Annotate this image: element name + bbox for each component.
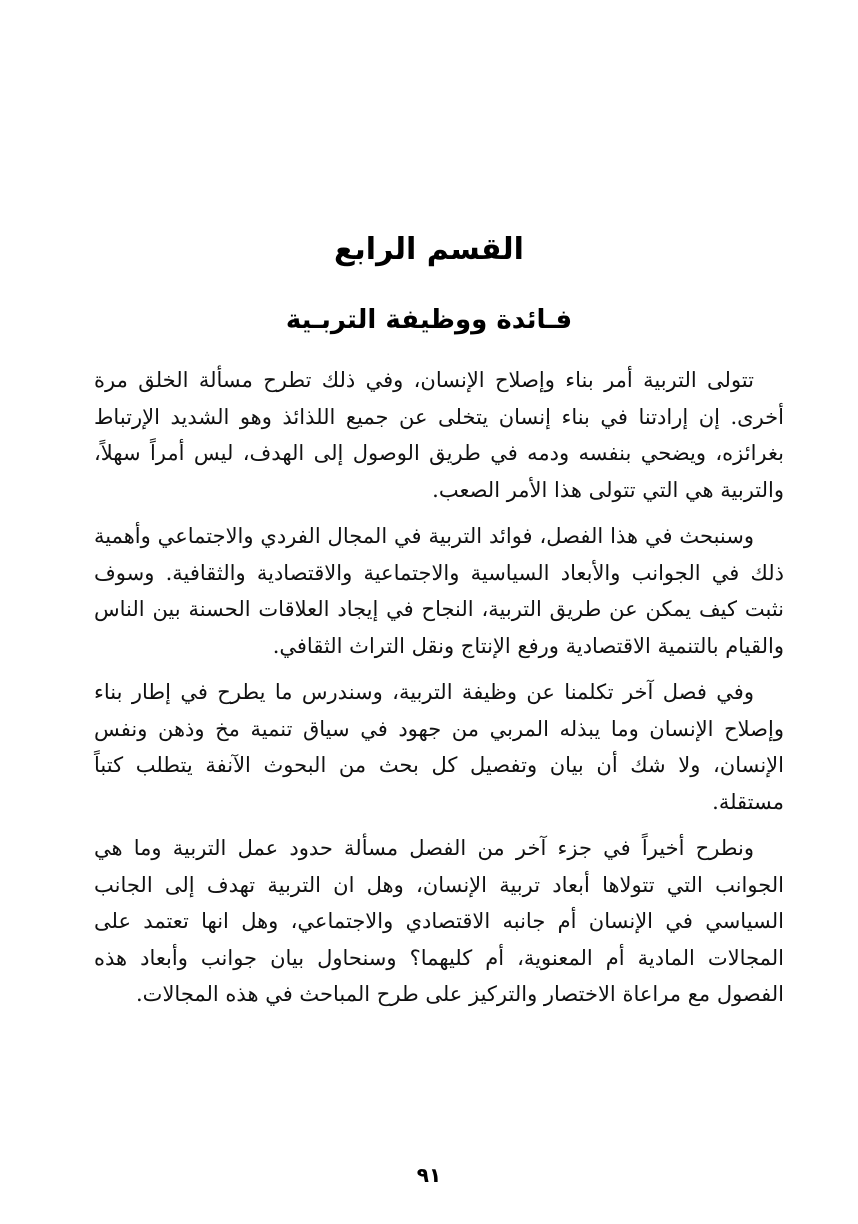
page-number: ٩١ [416, 1163, 442, 1187]
paragraph-4: ونطرح أخيراً في جزء آخر من الفصل مسألة حدود عمل التربية وما هي الجوانب التي تتولاها أبعاد تربية الإنسان، وهل ان التربية تهدف إلى الجانب السياسي في الإنسان أم جانبه الاقتصادي والاجتماعي، وهل انها تعتمد على المجالات المادية أم المعنوية، أم كليهما؟ وسنحاول بيان جوانب وأبعاد هذه الفصول مع مراعاة الاختصار والتركيز على طرح المباحث في هذه المجالات. [94, 836, 784, 1006]
section-title: القسم الرابع [334, 232, 524, 267]
chapter-title: فـائدة ووظيفة التربـية [285, 305, 573, 335]
paragraph-3: وفي فصل آخر تكلمنا عن وظيفة التربية، وسندرس ما يطرح في إطار بناء وإصلاح الإنسان وما يبذله المربي من جهود في سياق تنمية مخ وذهن ونفس الإنسان، ولا شك أن بيان وتفصيل كل بحث من البحوث الآنفة يتطلب كتباً مستقلة. [94, 680, 784, 814]
paragraph-1: تتولى التربية أمر بناء وإصلاح الإنسان، وفي ذلك تطرح مسألة الخلق مرة أخرى. إن إرادتنا في بناء إنسان يتخلى عن جميع اللذائذ وهو الشديد الإرتباط بغرائزه، ويضحي بنفسه ودمه في طريق الوصول إلى الهدف، ليس أمراً سهلاً، والتربية هي التي تتولى هذا الأمر الصعب. [94, 368, 784, 502]
body-text [94, 362, 784, 1023]
paragraph-2: وسنبحث في هذا الفصل، فوائد التربية في المجال الفردي والاجتماعي وأهمية ذلك في الجوانب والأبعاد السياسية والاجتماعية والاقتصادية والثقافية. وسوف نثبت كيف يمكن عن طريق التربية، النجاح في إيجاد العلاقات الحسنة بين الناس والقيام بالتنمية الاقتصادية ورفع الإنتاج ونقل التراث الثقافي. [94, 524, 784, 658]
